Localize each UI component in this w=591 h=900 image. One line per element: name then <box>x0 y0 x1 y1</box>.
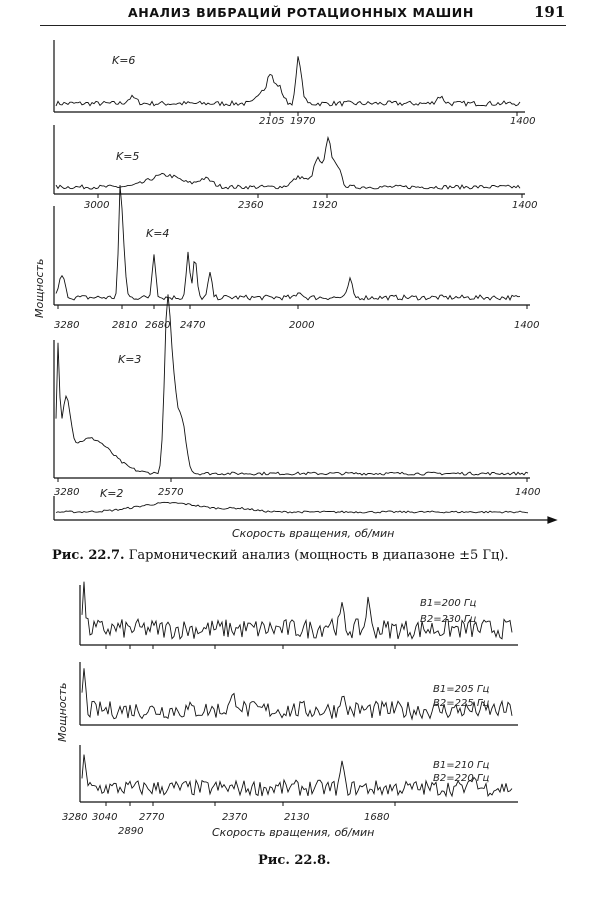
tick-label: 3280 <box>54 487 80 498</box>
panel-k3-label: K=3 <box>118 353 142 366</box>
tick-label: 2470 <box>180 320 206 331</box>
tick-label: 1400 <box>514 320 540 331</box>
panel3-b1-label: B1=210 Гц <box>433 760 490 771</box>
trace-fig2-panel1 <box>82 582 512 639</box>
tick-label: 2680 <box>145 320 171 331</box>
tick-label: 1400 <box>512 200 538 211</box>
tick-label: 2130 <box>284 812 310 823</box>
tick-label: 2570 <box>158 487 184 498</box>
tick-label: 2000 <box>289 320 315 331</box>
tick-label: 2890 <box>118 826 144 837</box>
tick-label: 3280 <box>54 320 80 331</box>
panel-k2-label: K=2 <box>100 487 124 500</box>
tick-label: 1400 <box>510 116 536 127</box>
figure1-ylabel: Мощность <box>33 258 46 318</box>
panel2-b1-label: B1=205 Гц <box>433 684 490 695</box>
trace-k5 <box>56 138 520 189</box>
figure1-xlabel: Скорость вращения, об/мин <box>232 527 395 540</box>
tick-label: 3000 <box>84 200 110 211</box>
panel-k4-label: K=4 <box>146 227 170 240</box>
page-number: 191 <box>534 3 566 21</box>
panel3-b2-label: B2=220 Гц <box>433 773 490 784</box>
tick-label: 2810 <box>112 320 138 331</box>
tick-label: 1680 <box>364 812 390 823</box>
figure1-caption <box>52 548 509 563</box>
panel1-b2-label: B2=230 Гц <box>420 614 477 625</box>
panel-k6-label: K=6 <box>112 54 136 67</box>
figure1-caption-label: Рис. 22.7. <box>52 548 125 563</box>
panel2-b2-label: B2=225 Гц <box>433 698 490 709</box>
tick-label: 1400 <box>515 487 541 498</box>
tick-label: 3280 <box>62 812 88 823</box>
figure1-caption-text: Гармонический анализ (мощность в диапазоне ±5 Гц). <box>128 548 509 563</box>
figure2-caption: Рис. 22.8. <box>258 853 331 868</box>
panel-k5-label: K=5 <box>116 150 140 163</box>
figure2-ylabel: Мощность <box>56 682 69 742</box>
trace-k4 <box>56 185 520 300</box>
trace-k2 <box>56 502 528 513</box>
tick-label: 1970 <box>290 116 316 127</box>
tick-label: 2105 <box>259 116 285 127</box>
tick-label: 2770 <box>139 812 165 823</box>
tick-label: 2370 <box>222 812 248 823</box>
tick-label: 3040 <box>92 812 118 823</box>
tick-label: 2360 <box>238 200 264 211</box>
panel1-b1-label: B1=200 Гц <box>420 598 477 609</box>
running-title: АНАЛИЗ ВИБРАЦИЙ РОТАЦИОННЫХ МАШИН <box>128 5 474 20</box>
figure2-xlabel: Скорость вращения, об/мин <box>212 826 375 839</box>
tick-label: 1920 <box>312 200 338 211</box>
